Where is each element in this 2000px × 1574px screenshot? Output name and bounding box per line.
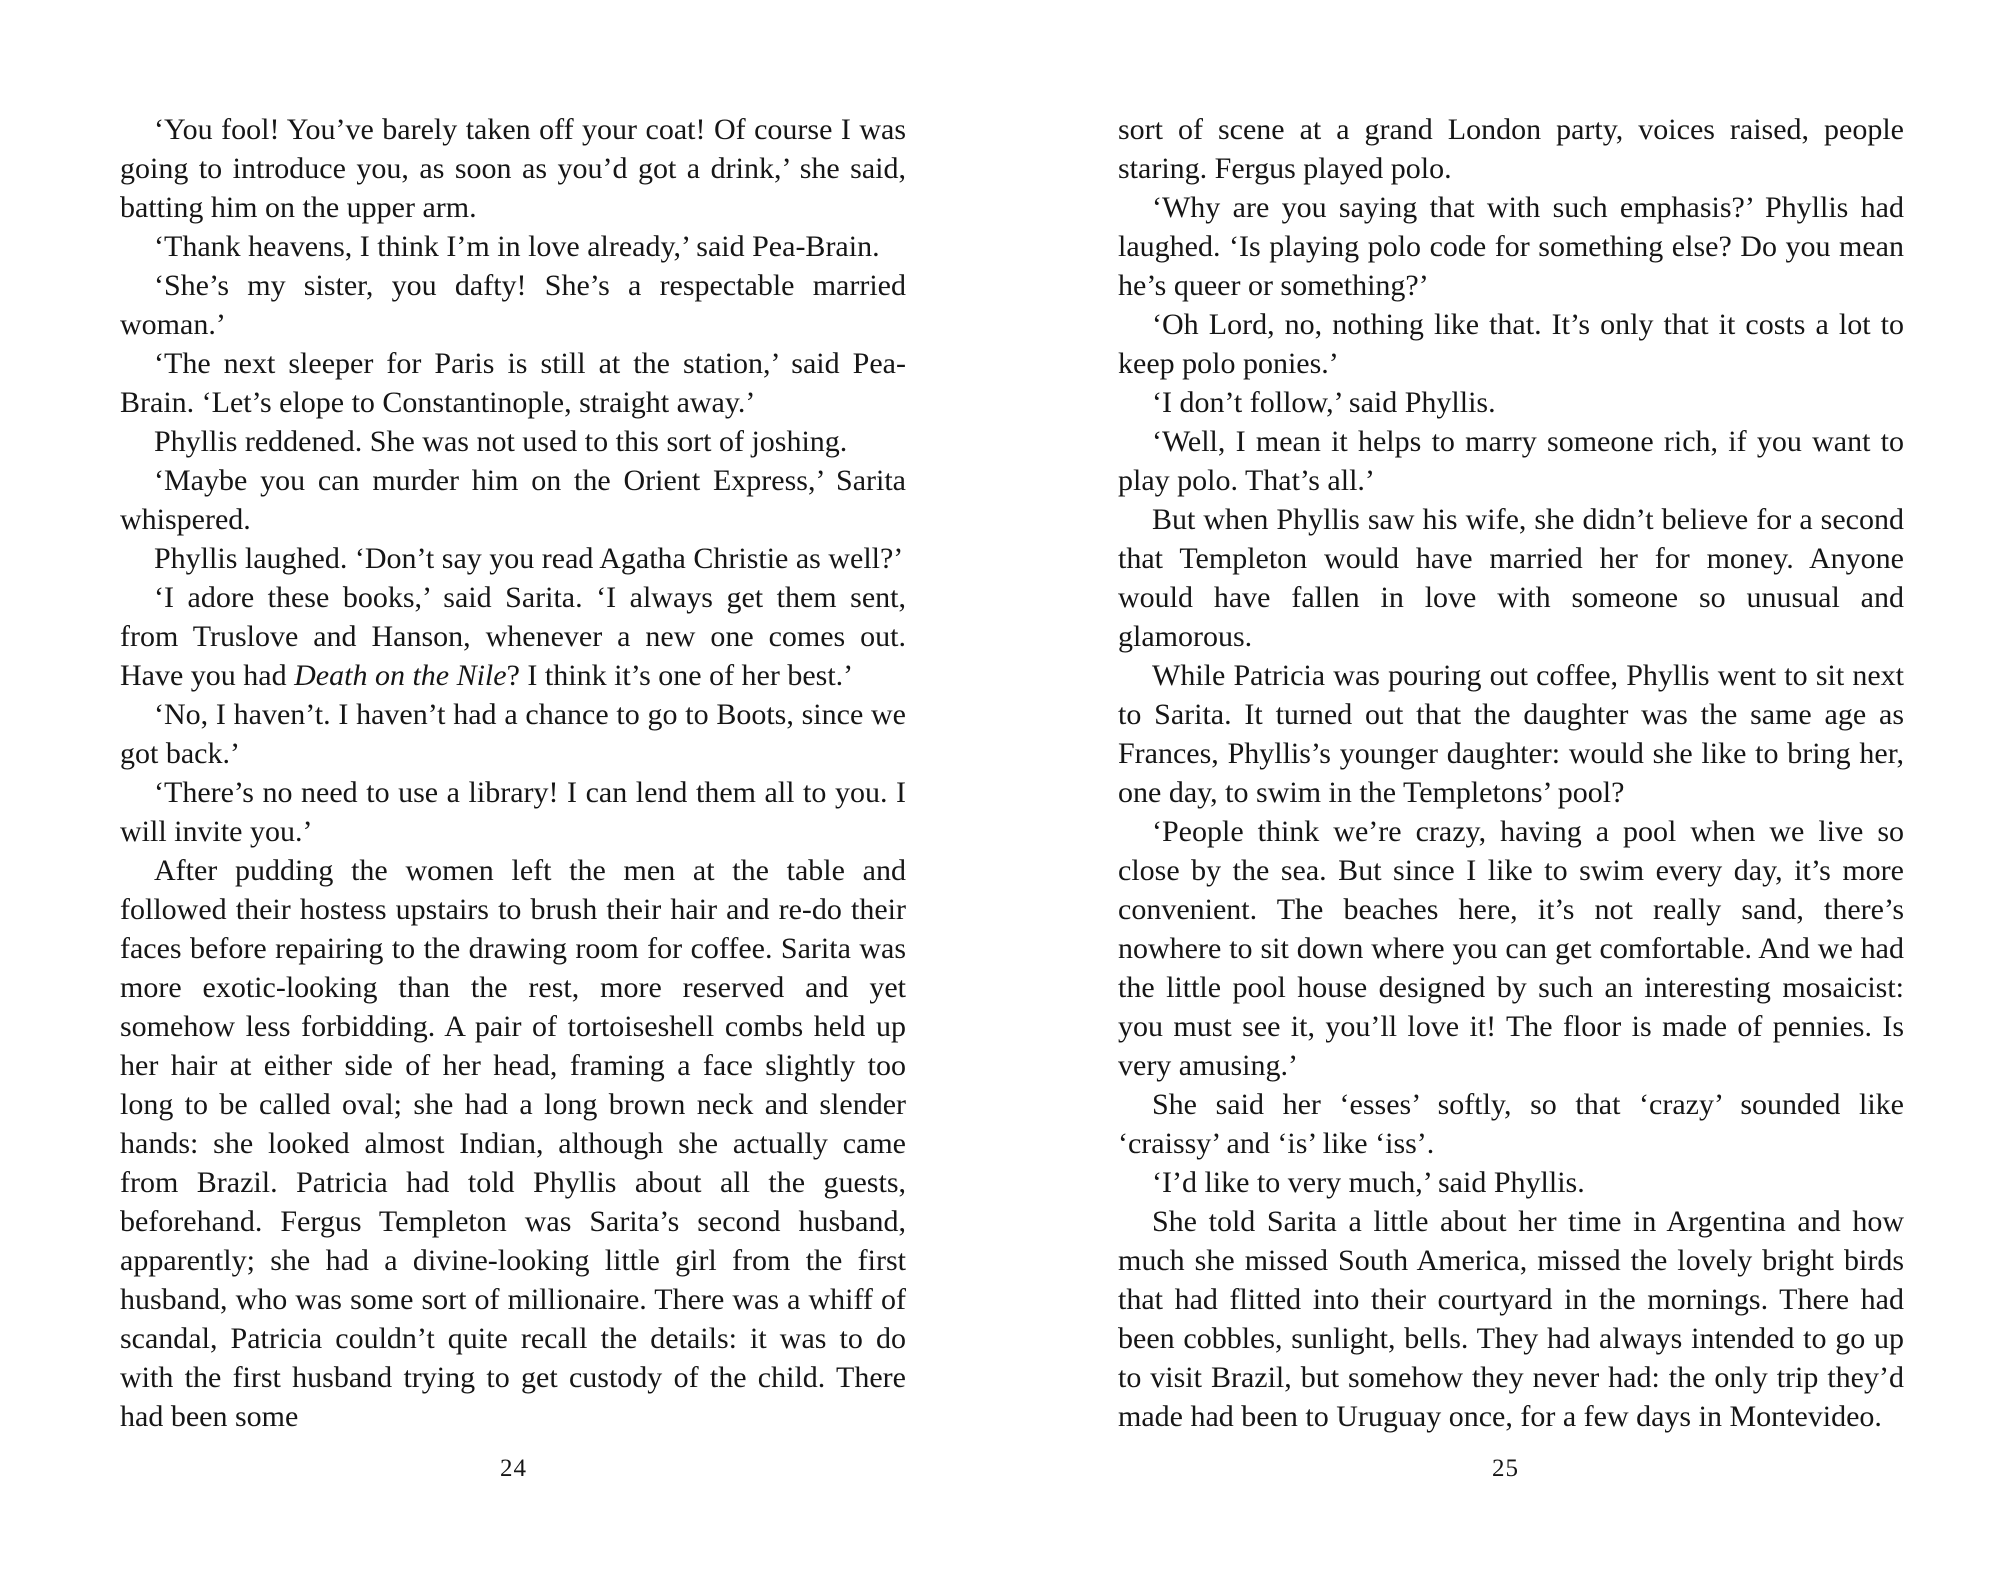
paragraph: She told Sarita a little about her time in Argentina and how much she missed South America, missed the lovely bright birds that had flitted into their courtyard in the mornings. There had been cobbles, sunlight, bells. They had always intended to go up to visit Brazil, but somehow they never had: the only trip they’d made had been to Uruguay once, for a few days in Montevideo. <box>1118 1205 1904 1433</box>
paragraph: ‘Well, I mean it helps to marry someone rich, if you want to play polo. That’s all.’ <box>1118 425 1904 497</box>
left-page-text <box>120 110 906 1436</box>
paragraph: ‘The next sleeper for Paris is still at the station,’ said Pea-Brain. ‘Let’s elope to Constantinople, straight away.’ <box>120 347 906 419</box>
paragraph: Phyllis reddened. She was not used to this sort of joshing. <box>154 425 848 458</box>
paragraph: ‘I’d like to very much,’ said Phyllis. <box>1152 1166 1585 1199</box>
paragraph: ‘I don’t follow,’ said Phyllis. <box>1152 386 1496 419</box>
right-page-text <box>1118 110 1904 1436</box>
paragraph: ‘Thank heavens, I think I’m in love already,’ said Pea-Brain. <box>154 230 880 263</box>
paragraph-continued: sort of scene at a grand London party, voices raised, people staring. Fergus played polo. <box>1118 113 1904 185</box>
paragraph: After pudding the women left the men at the table and followed their hostess upstairs to brush their hair and re-do their faces before repairing to the drawing room for coffee. Sarita was more exotic-looking than the rest, more reserved and yet somehow less forbidding. A pair of tortoiseshell combs held up her hair at either side of her head, framing a face slightly too long to be called oval; she had a long brown neck and slender hands: she looked almost Indian, although she actually came from Brazil. Patricia had told Phyllis about all the guests, beforehand. Fergus Templeton was Sarita’s second husband, apparently; she had a divine-looking little girl from the first husband, who was some sort of millionaire. There was a whiff of scandal, Patricia couldn’t quite recall the details: it was to do with the first husband trying to get custody of the child. There had been some <box>120 854 906 1433</box>
paragraph: ‘Oh Lord, no, nothing like that. It’s only that it costs a lot to keep polo ponies.’ <box>1118 308 1904 380</box>
paragraph-with-title <box>120 578 906 695</box>
right-page <box>1118 110 1904 1436</box>
paragraph-part: ? I think it’s one of her best.’ <box>506 659 854 692</box>
paragraph: She said her ‘esses’ softly, so that ‘crazy’ sounded like ‘craissy’ and ‘is’ like ‘iss’. <box>1118 1088 1904 1160</box>
page-number-left: 24 <box>500 1455 527 1482</box>
book-title: Death on the Nile <box>294 659 507 692</box>
left-page <box>120 110 906 1436</box>
paragraph: ‘No, I haven’t. I haven’t had a chance to go to Boots, since we got back.’ <box>120 698 906 770</box>
paragraph: But when Phyllis saw his wife, she didn’t believe for a second that Templeton would have married her for money. Anyone would have fallen in love with someone so unusual and glamorous. <box>1118 503 1904 653</box>
paragraph: ‘You fool! You’ve barely taken off your coat! Of course I was going to introduce you, as soon as you’d got a drink,’ she said, batting him on the upper arm. <box>120 113 906 224</box>
paragraph: Phyllis laughed. ‘Don’t say you read Agatha Christie as well?’ <box>154 542 904 575</box>
paragraph: While Patricia was pouring out coffee, Phyllis went to sit next to Sarita. It turned out that the daughter was the same age as Frances, Phyllis’s younger daughter: would she like to bring her, one day, to swim in the Templetons’ pool? <box>1118 659 1904 809</box>
paragraph: ‘People think we’re crazy, having a pool when we live so close by the sea. But since I like to swim every day, it’s more convenient. The beaches here, it’s not really sand, there’s nowhere to sit down where you can get comfortable. And we had the little pool house designed by such an interesting mosaicist: you must see it, you’ll love it! The floor is made of pennies. Is very amusing.’ <box>1118 815 1904 1082</box>
paragraph: ‘There’s no need to use a library! I can lend them all to you. I will invite you.’ <box>120 776 906 848</box>
paragraph: ‘She’s my sister, you dafty! She’s a respectable married woman.’ <box>120 269 906 341</box>
paragraph: ‘Why are you saying that with such emphasis?’ Phyllis had laughed. ‘Is playing polo code for something else? Do you mean he’s queer or something?’ <box>1118 191 1904 302</box>
paragraph: ‘Maybe you can murder him on the Orient Express,’ Sarita whispered. <box>120 464 906 536</box>
paragraph-part: ‘I adore these books,’ said Sarita. ‘I always get them sent, from Truslove and Hanson, whenever a new one comes out. Have you had <box>120 581 906 692</box>
page-number-right: 25 <box>1492 1455 1519 1482</box>
